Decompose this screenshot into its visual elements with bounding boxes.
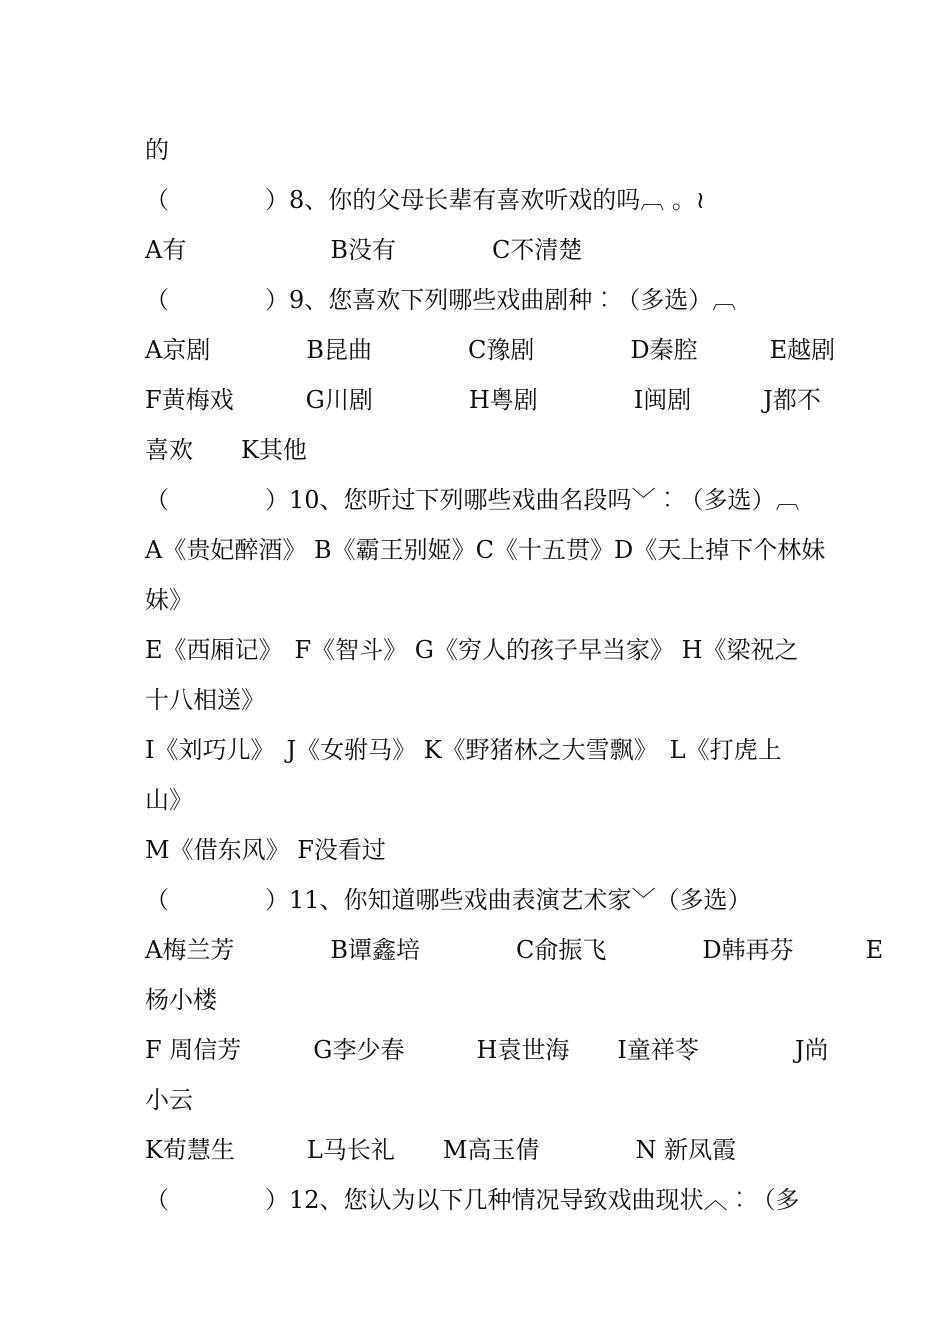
question-10-options: 十八相送》 <box>145 686 265 714</box>
question-11-options: K荀慧生 L马长礼 M高玉倩 N 新凤霞 <box>145 1136 737 1164</box>
question-12: （ ）12、您认为以下几种情况导致戏曲现状︿︰（多 <box>145 1186 800 1214</box>
question-10-options: E《西厢记》 F《智斗》 G《穷人的孩子早当家》 H《梁祝之 <box>145 636 799 664</box>
question-11-options: F 周信芳 G李少春 H袁世海 I童祥苓 J尚 <box>145 1036 829 1064</box>
question-9-options: 喜欢 K其他 <box>145 436 307 464</box>
text-line: 的 <box>145 136 169 164</box>
question-11-options: A梅兰芳 B谭鑫培 C俞振飞 D韩再芬 E <box>145 936 884 964</box>
question-10: （ ）10、您听过下列哪些戏曲名段吗﹀︰（多选）︹ <box>145 486 800 514</box>
question-8-options: A有 B没有 C不清楚 <box>145 236 583 264</box>
question-8: （ ）8、你的父母长辈有喜欢听戏的吗︹ 。≀ <box>145 186 705 214</box>
question-10-options: 山》 <box>145 786 193 814</box>
question-9-options: F黄梅戏 G川剧 H粤剧 I闽剧 J都不 <box>145 386 821 414</box>
question-10-options: I《刘巧儿》 J《女驸马》 K《野猪林之大雪飘》 L《打虎上 <box>145 736 782 764</box>
question-10-options: A《贵妃醉酒》 B《霸王别姬》C《十五贯》D《天上掉下个林妹 <box>145 536 826 564</box>
question-11-options: 小云 <box>145 1086 193 1114</box>
question-10-options: M《借东风》 F没看过 <box>145 836 386 864</box>
question-9: （ ）9、您喜欢下列哪些戏曲剧种︰（多选）︹ <box>145 286 737 314</box>
question-11-options: 杨小楼 <box>145 986 217 1014</box>
question-10-options: 妹》 <box>145 586 193 614</box>
question-11: （ ）11、你知道哪些戏曲表演艺术家﹀（多选） <box>145 886 752 914</box>
question-9-options: A京剧 B昆曲 C豫剧 D秦腔 E越剧 <box>145 336 836 364</box>
